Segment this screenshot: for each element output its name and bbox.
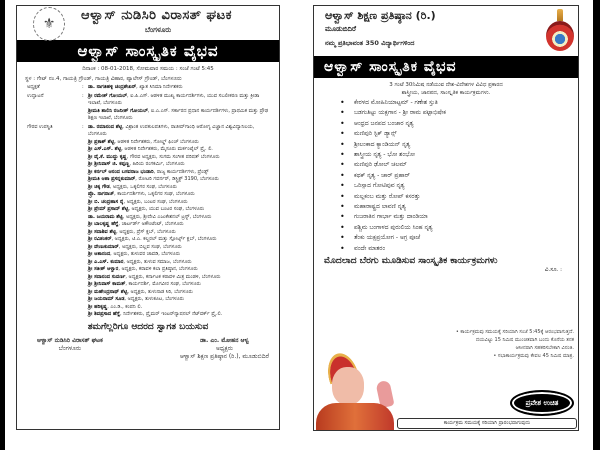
event-banner: ಆಳ್ವಾಸ್ ಸಾಂಸ್ಕೃತಿಕ ವೈಭವ	[314, 56, 578, 78]
guest-item: ಡಾ. ಜಯರಾಮ ಶೆಟ್ಟಿ, ಅಧ್ಯಕ್ಷರು, ಶ್ರೀದೇವಿ ಎಜುಕೇಶನಲ್ ಟ್ರಸ್ಟ್, ಬೆಂಗಳೂರು	[88, 213, 212, 220]
program-item: • ಶ್ರೀಲಂಕಾದ ಕ್ಯಾಂಡಿಯನ್ ನೃತ್ಯ	[340, 140, 578, 150]
program-intro: 3 ಗಂಟೆ 30ನಿಮಿಷ ನಡೆಯುವ ದೇಶ-ವಿದೇಶಗಳ ವಿವಿಧ ಪ್ರಕಾರದ ಶಾಸ್ತ್ರೀಯ, ಜಾನಪದ, ಸಾಂಸ್ಕೃತಿಕ ಕಾರ್ಯಕ್ರಮಗಳು.	[389, 82, 503, 96]
president-label: ಅಧ್ಯಕ್ಷತೆ	[27, 84, 40, 90]
guest-item: ಶ್ರೀ ಎಸ್.ಎಸ್. ಶೆಟ್ಟಿ, ಆಡಳಿತ ನಿರ್ದೇಶಕರು, ಮೈಸೂರು ಮರ್ಕಂಟೈಲ್ ಪ್ರೈ. ಲಿ.	[88, 146, 213, 152]
students-subtitle: ನಮ್ಮ ಪ್ರತಿಭಾವಂತ 350 ವಿದ್ಯಾರ್ಥಿಗಳಿಂದ	[325, 39, 415, 47]
guest-item: ಶ್ರೀ ಆಶಾನಂದ, ಅಧ್ಯಕ್ಷರು, ತುಳುವರ ಚಾವಡಿ, ಬೆಂಗಳೂರು	[88, 251, 181, 257]
guest-item: ಶ್ರೀ ಜಯರಾಮ್ ಸೂಡ, ಅಧ್ಯಕ್ಷರು, ತುಳುಕೂಟ, ಬೆಂಗಳೂರು	[88, 296, 185, 302]
free-entry-badge: ಪ್ರವೇಶ ಉಚಿತ	[510, 390, 574, 416]
organizer-title: ಆಳ್ವಾಸ್ ನುಡಿಸಿರಿ ವಿರಾಸತ್ ಘಟಕ	[81, 8, 233, 23]
guest-item: ಶ್ರೀ ಸತೀಶ್ ಆಳ್ವಾರ, ಅಧ್ಯಕ್ಷರು, ಕರಾವಳಿ ಕಲಾ ಪ್ರತಿಷ್ಠಾನ, ಬೆಂಗಳೂರು	[88, 266, 198, 272]
guest-item: ಶ್ರೀ ಶ್ರೀನಿವಾಸ್ ಕಾಮತ್, ಕಾರ್ಯದರ್ಶಿ, ಮೊಗವೀರ ಸಂಘ, ಬೆಂಗಳೂರು	[88, 281, 201, 287]
institution-city: ಮೂಡುಬಿದಿರೆ	[325, 25, 357, 33]
president-name: ಡಾ. ನಾಗತಿಹಳ್ಳಿ ಚಂದ್ರಶೇಖರ್	[88, 84, 137, 90]
president-block: ಅಧ್ಯಕ್ಷತೆ : ಡಾ. ನಾಗತಿಹಳ್ಳಿ ಚಂದ್ರಶೇಖರ್, ಖ್ಯಾತ ಸಿನಿಮಾ ನಿರ್ದೇಶಕರು	[27, 84, 183, 90]
note-heading: ವಿ.ಸೂ. :	[544, 267, 562, 274]
guests-label: ಗೌರವ ಉಪಸ್ಥಿತಿ	[27, 123, 53, 130]
program-item: • ಕೇರಳದ ಮೋಹಿನಿಯಾಟ್ಟಮ್ - ಗಣೇಶ ಸ್ತುತಿ	[340, 98, 578, 108]
program-item: • ಮಲ್ಲಕಂಬ ಮತ್ತು ರೋಪ್ ಕಸರತ್ತು	[340, 192, 578, 202]
program-item: • ಗುಜರಾತಿನ ಗಾರ್ಭಾ ಮತ್ತು ದಾಂಡಿಯಾ	[340, 212, 578, 222]
program-item: • ಆಂಧ್ರದ ಜನಪದ ಬಂಜಾರ ನೃತ್ಯ	[340, 119, 578, 129]
guest-item: ಶ್ರೀ ಬಿ. ಚಂದ್ರಹಾಸ ರೈ, ಅಧ್ಯಕ್ಷರು, ಬಂಟರ ಸಂಘ, ಬೆಂಗಳೂರು	[88, 198, 188, 205]
footer-note: ಕಾರ್ಯಕ್ರಮ ಸಮಯಕ್ಕೆ ಸರಿಯಾಗಿ ಪ್ರಾರಂಭವಾಗುವುದು	[397, 418, 577, 429]
program-item: • ಮಣಿಪುರಿ ಢೋಲ್ ಚಲಮ್	[340, 160, 578, 170]
guest-item: ಶ್ರೀ ರವಿಶಂಕರ್, ಅಧ್ಯಕ್ಷರು, ಟಿ.ಎ. ಕಲ್ಚರಲ್ ಮತ್ತು ಸ್ಪೋರ್ಟ್ಸ್ ಕ್ಲಬ್, ಬೆಂಗಳೂರು	[88, 236, 217, 242]
guest-item: ಶ್ರೀ ವೇಣುಕುಮಾರ್, ಅಧ್ಯಕ್ಷರು, ಬಿಲ್ಲವ ಸಂಘ, ಬೆಂಗಳೂರು	[88, 243, 182, 250]
guest-item: ಪ್ರೊ. ನಾಗರಾಜ್, ಕಾರ್ಯದರ್ಶಿಗಳು, ಒಕ್ಕಲಿಗರ ಸಂಘ, ಬೆಂಗಳೂರು	[88, 191, 195, 197]
left-panel-header	[17, 6, 279, 37]
right-panel-header	[314, 6, 578, 52]
program-item: • ಮಣಿಪುರಿ ಸ್ಟಿಕ್ ಡ್ಯಾನ್ಸ್	[340, 129, 578, 139]
program-item: • ತೆಂಕು ಯಕ್ಷಪ್ರಯೋಗ - ಅಗ್ರ ಪೂಜೆ	[340, 233, 578, 243]
program-item: • ಒರಿಸ್ಸಾದ ಗೋಟಿಪುವ ನೃತ್ಯ	[340, 181, 578, 191]
more-programs-line: ಮೊದಲಾದ ಬೆರಗು ಮೂಡಿಸುವ ಸಾಂಸ್ಕೃತಿಕ ಕಾರ್ಯಕ್ರಮಗಳು	[324, 256, 498, 267]
guest-item: ಶ್ರೀ ಮಹೇಂದ್ರನಾಥ್ ಶೆಟ್ಟಿ, ಅಧ್ಯಕ್ಷರು, ತುಳುನಾಡ ಸಿರಿ, ಬೆಂಗಳೂರು	[88, 288, 193, 295]
program-item: • ಬಡಗುತಿಟ್ಟು ಯಕ್ಷಗಾನ - ಶ್ರೀ ರಾಮ ಪಟ್ಟಾಭಿಷೇಕ	[340, 108, 578, 118]
guest-item: ಶ್ರೀ ಎ.ಎಸ್. ಕುಮಾರ, ಅಧ್ಯಕ್ಷರು, ತುಳುವ ಸಮಾಜ, ಬೆಂಗಳೂರು	[88, 258, 192, 265]
emblem-icon: ⚜	[33, 7, 65, 41]
venue-line: ಸ್ಥಳ : ಗೇಟ್ ನಂ.4, ಗಾಯತ್ರಿ ಗ್ರೌಂಡ್, ಗಾಯತ್ರಿ ವಿಹಾರ, ಪ್ಯಾಲೇಸ್ ಗ್ರೌಂಡ್, ಬೆಂಗಳೂರು	[25, 76, 182, 82]
program-item: • ಪಶ್ಚಿಮ ಬಂಗಾಳದ ಪುರುಲಿಯ ಸಿಂಹ ನೃತ್ಯ	[340, 223, 578, 233]
guests-block: ಗೌರವ ಉಪಸ್ಥಿತಿ : ಡಾ. ರಮಾನಂದ ಶೆಟ್ಟಿ, ವಿಶ್ರಾಂತ ಉಪಕುಲಪತಿಗಳು, ರಾಜೀವ್‌ಗಾಂಧಿ ಆರೋಗ್ಯ ವಿಜ್ಞಾನ ವಿಶ್ವವಿದ್ಯಾನಿಲಯ, ಬೆಂಗಳೂರು	[27, 123, 255, 137]
guest-item: ಶ್ರೀ ವೈ.ಕೆ. ಮುದ್ದು ಕೃಷ್ಣ, ಗೌರವ ಅಧ್ಯಕ್ಷರು, ಸುಗಮ ಸಂಗೀತ ಪರಿಷತ್ ಬೆಂಗಳೂರು	[88, 153, 220, 160]
program-item: • ವಂದೇ ಮಾತರಂ	[340, 244, 578, 254]
guest-list	[17, 139, 279, 319]
left-black-edge	[0, 0, 5, 450]
guest-item: ಶ್ರೀ ಸದಾನಂದ ಸುವರ್ಣ, ಅಧ್ಯಕ್ಷರು, ಕರ್ನಾಟಕ ಕರಾವಳಿ ಮಿತ್ರ ಮಂಡಳಿ, ಬೆಂಗಳೂರು	[88, 273, 221, 280]
program-item: • ಶಾಸ್ತ್ರೀಯ ನೃತ್ಯ - ಭೋ ಶಂಭೋ	[340, 150, 578, 160]
welcome-line: ತಮಗೆಲ್ಲರಿಗೂ ಆದರದ ಸ್ವಾಗತ ಬಯಸುವ	[87, 321, 209, 332]
institution-logo-icon	[545, 9, 575, 53]
guest-item: ಶ್ರೀಮತಿ ಆಶಾ ಪ್ರಸನ್ನಕುಮಾರ್, ರೋಟರಿ ಗವರ್ನರ್, ಡಿಸ್ಟ್ರಿಕ್ಟ್ 3190, ಬೆಂಗಳೂರು	[88, 176, 219, 182]
institution-title: ಆಳ್ವಾಸ್ ಶಿಕ್ಷಣ ಪ್ರತಿಷ್ಠಾನ (ರಿ.)	[325, 9, 436, 22]
program-item: • ಮಹಾರಾಷ್ಟ್ರದ ಲಾವಣಿ ನೃತ್ಯ	[340, 202, 578, 212]
event-banner: ಆಳ್ವಾಸ್ ಸಾಂಸ್ಕೃತಿಕ ವೈಭವ	[17, 40, 279, 62]
dancer-image	[314, 341, 396, 431]
program-list	[314, 98, 578, 254]
guest-item: ಶ್ರೀ ಕರ್ನಲ್ ಆನಂದ ಬಸವರಾಜ ಭಂಡಾರಿ, ರಾಜ್ಯ ಕಾರ್ಯದರ್ಶಿಗಳು, ಫ್ರೆಂಡ್ಸ್	[88, 168, 209, 175]
date-time-line: ದಿನಾಂಕ : 08-01-2018, ಸೋಮವಾರ ಸಮಯ : ಸಂಜೆ ಗಂಟೆ 5:45	[82, 66, 214, 72]
guest-item: ಶ್ರೀ ಸದಾಶಿವ ಶೆಟ್ಟಿ, ಅಧ್ಯಕ್ಷರು, ಪ್ರೆಸ್ ಕ್ಲಬ್, ಬೆಂಗಳೂರು	[88, 228, 176, 235]
invitation-panel-left	[16, 5, 280, 430]
signature-row	[17, 332, 279, 361]
guest-item: ಶ್ರೀ ಹರಿಕೃಷ್ಣ, ಎಂ.ಡಿ., ಕಂಪನಿ ಲಿ.	[88, 303, 143, 310]
guest-item: ಶ್ರೀ ಚಿಕ್ಕ ಗೌಡ, ಅಧ್ಯಕ್ಷರು, ಒಕ್ಕಲಿಗರ ಸಂಘ, ಬೆಂಗಳೂರು	[88, 183, 177, 190]
invitation-panel-right	[313, 5, 579, 431]
notes-block: • ಕಾರ್ಯಕ್ರಮವು ಸಮಯಕ್ಕೆ ಸರಿಯಾಗಿ ಸಂಜೆ 5:45ಕ್ಕೆ ಆರಂಭವಾಗುತ್ತದೆ. ದಯವಿಟ್ಟು 15 ನಿಮಿಷ ಮುಂಚಿತವಾಗಿ ಬಂದು ಕೊನೆಯ ತನಕ ಆಸೀನರಾಗಿ ಸಹಕರಿಸಬೇಕಾಗಿ ವಿನಂತಿ. • ಸಭಾಕಾರ್ಯಕ್ರಮವು ಕೇವಲ 45 ನಿಮಿಷ ಮಾತ್ರ.	[455, 329, 574, 359]
guest-item: ಶ್ರೀ ಶಿವಪ್ರಸಾದ ಹೆಗ್ಡೆ, ನಿರ್ದೇಶಕರು, ಪ್ರೈಮರ್ ಇಂಟರ್‌ನ್ಯಾಷನಲ್ ನೆಟ್‌ವರ್ಕ್ ಪ್ರೈ.ಲಿ.	[88, 311, 223, 317]
guest-item: ಶ್ರೀ ಬಾಲಕೃಷ್ಣ ಹೆಗ್ಡೆ, ಚಾರ್ಟರ್ಡ್ ಅಕೌಂಟೆಂಟ್, ಬೆಂಗಳೂರು	[88, 221, 184, 227]
guest-item: ಶ್ರೀ ಪ್ರಕಾಶ್ ಶೆಟ್ಟಿ, ಆಡಳಿತ ನಿರ್ದೇಶಕರು, ಗೋಲ್ಡ್ ಫಿಂಚ್ ಬೆಂಗಳೂರು	[88, 138, 199, 145]
guest-item: ಶ್ರೀ ಪ್ರೇಮ್ ಪ್ರಸಾದ್ ಶೆಟ್ಟಿ, ಅಧ್ಯಕ್ಷರು, ಯುವ ಬಂಟರ ಸಂಘ, ಬೆಂಗಳೂರು	[88, 206, 205, 212]
right-black-edge	[593, 0, 600, 450]
signature-president: ಡಾ. ಎಂ. ಮೋಹನ ಆಳ್ವ ಅಧ್ಯಕ್ಷರು ಆಳ್ವಾಸ್ ಶಿಕ್ಷಣ ಪ್ರತಿಷ್ಠಾನ (ರಿ.), ಮೂಡುಬಿದಿರೆ	[179, 336, 269, 360]
program-item: • ಕಥಕ್ ನೃತ್ಯ - ಚಾರ್ ಪ್ರಹಾರ್	[340, 171, 578, 181]
signature-organizer: ಆಳ್ವಾಸ್ ನುಡಿಸಿರಿ ವಿರಾಸತ್ ಘಟಕ ಬೆಂಗಳೂರು	[37, 336, 103, 352]
inauguration-label: ಉದ್ಘಾಟನೆ	[27, 92, 44, 99]
guest-item: ಶ್ರೀ ಶ್ರೀನಿವಾಸ್ ಜಿ. ಕಪ್ಪಣ್ಣ, ಹಿರಿಯ ರಂಗಕರ್ಮಿ, ಬೆಂಗಳೂರು	[88, 161, 185, 167]
organizer-city: ಬೆಂಗಳೂರು	[145, 26, 172, 34]
inauguration-block: ಉದ್ಘಾಟನೆ : ಶ್ರೀ ರಮೇಶ್ ಗೋಯಲ್, ಐ.ಪಿ.ಎಸ್. ಆಡಳಿತ ಮುಖ್ಯ ಕಾರ್ಯದರ್ಶಿಗಳು, ಯುವ ಸಬಲೀಕರಣ ಮತ್ತು ಕ್ರೀಡಾ ಇಲಾಖೆ, ಬೆಂಗಳೂರು ಶ್ರೀಮತಿ ಶಾಲಿನಿ ರಜನೀಶ್ ಗೋಯಲ್, ಐ.ಎ.ಎಸ್. ಸರ್ಕಾರದ ಪ್ರಧಾನ ಕಾರ್ಯದರ್ಶಿಗಳು, ಪ್ರಾಥಮಿಕ ಮತ್ತು ಪ್ರೌಢ ಶಿಕ್ಷಣ ಇಲಾಖೆ, ಬೆಂಗಳೂರು	[27, 92, 269, 121]
